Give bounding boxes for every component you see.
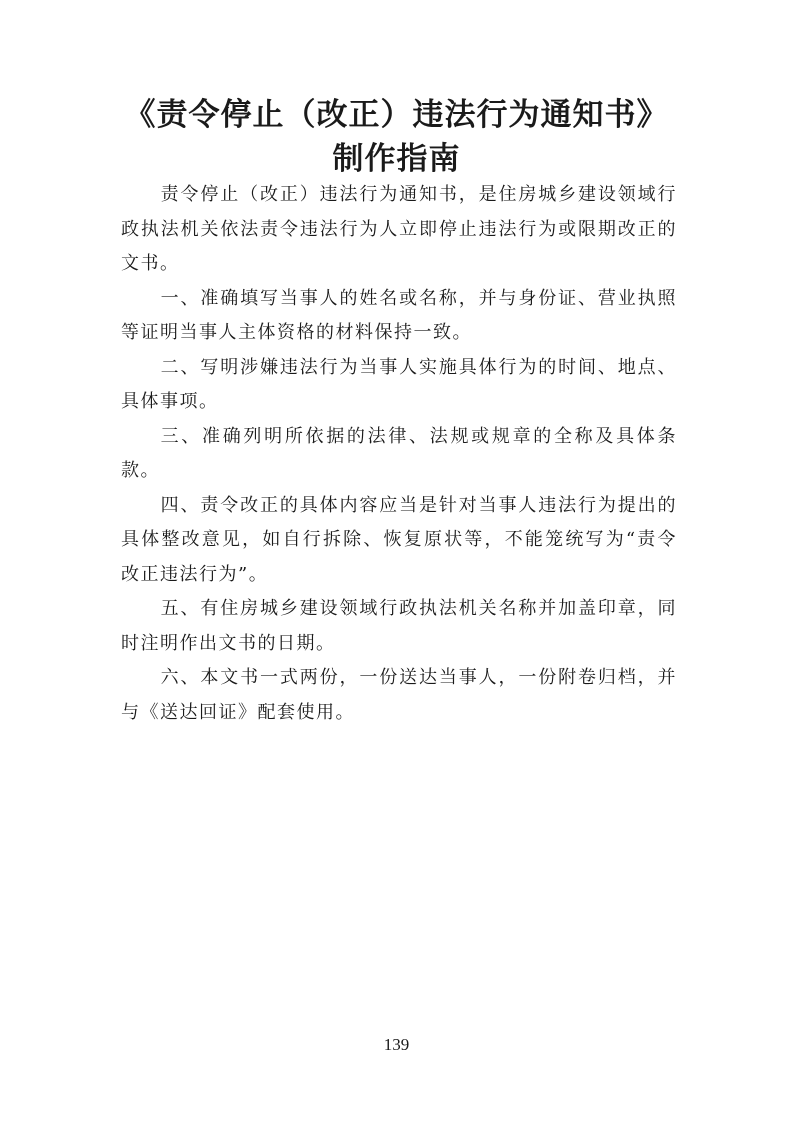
guideline-item-6: 六、本文书一式两份，一份送达当事人，一份附卷归档，并与《送达回证》配套使用。 (121, 667, 677, 723)
guideline-item-1: 一、准确填写当事人的姓名或名称，并与身份证、营业执照等证明当事人主体资格的材料保持一致。 (121, 287, 677, 343)
document-body (121, 178, 677, 730)
document-subtitle: 制作指南 (332, 141, 461, 177)
page-number: 139 (383, 1035, 410, 1054)
guideline-item-4: 四、责令改正的具体内容应当是针对当事人违法行为提出的具体整改意见，如自行拆除、恢复原状等，不能笼统写为“责令改正违法行为”。 (121, 494, 677, 585)
intro-paragraph: 责令停止（改正）违法行为通知书，是住房城乡建设领域行政执法机关依法责令违法行为人立即停止违法行为或限期改正的文书。 (121, 184, 677, 274)
guideline-item-5: 五、有住房城乡建设领域行政执法机关名称并加盖印章，同时注明作出文书的日期。 (121, 598, 677, 654)
title-block (0, 93, 793, 181)
guideline-item-2: 二、写明涉嫌违法行为当事人实施具体行为的时间、地点、具体事项。 (121, 356, 677, 412)
guideline-item-3: 三、准确列明所依据的法律、法规或规章的全称及具体条款。 (121, 425, 677, 481)
document-title: 《责令停止（改正）违法行为通知书》 (124, 97, 669, 133)
